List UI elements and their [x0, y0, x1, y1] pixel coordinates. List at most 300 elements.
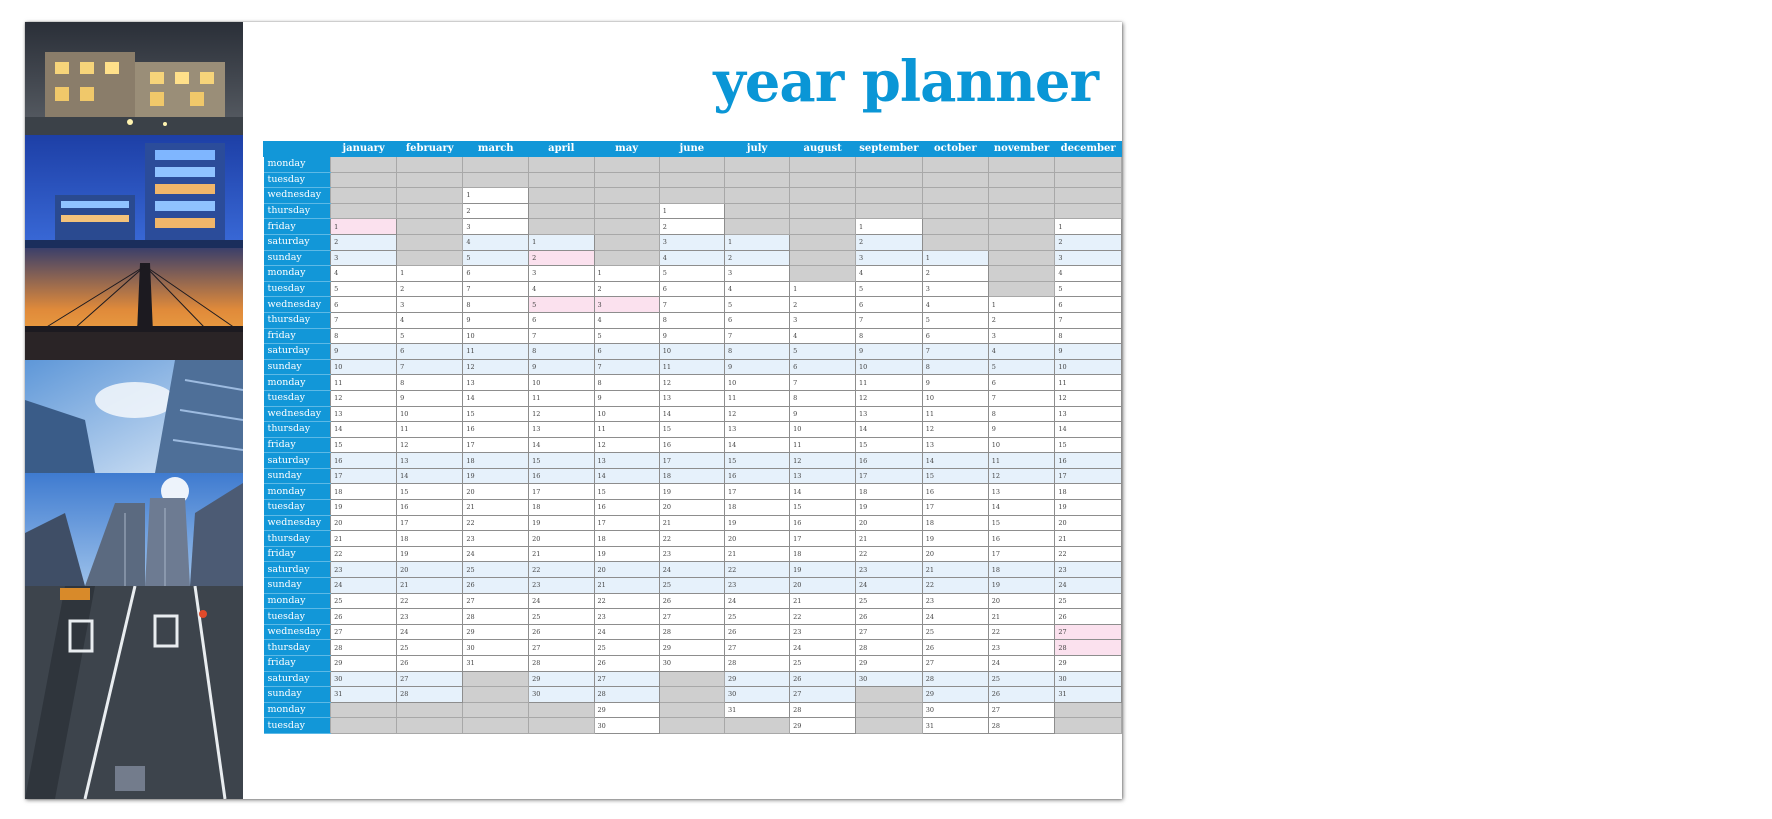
day-cell[interactable]: 6: [397, 344, 463, 360]
day-cell[interactable]: 13: [790, 468, 856, 484]
day-cell[interactable]: 6: [725, 312, 790, 328]
day-cell[interactable]: 31: [463, 656, 529, 672]
day-cell[interactable]: 11: [1055, 375, 1122, 391]
day-cell[interactable]: 27: [856, 624, 923, 640]
day-cell[interactable]: 17: [529, 484, 594, 500]
day-cell[interactable]: 30: [659, 656, 724, 672]
day-cell[interactable]: 12: [922, 422, 988, 438]
day-cell[interactable]: 9: [594, 390, 659, 406]
day-cell[interactable]: 24: [856, 578, 923, 594]
day-cell[interactable]: 8: [988, 406, 1055, 422]
day-cell[interactable]: 13: [397, 453, 463, 469]
day-cell[interactable]: 1: [790, 281, 856, 297]
day-cell[interactable]: 21: [1055, 531, 1122, 547]
day-cell[interactable]: 29: [725, 671, 790, 687]
day-cell[interactable]: 20: [331, 515, 397, 531]
day-cell[interactable]: 19: [331, 500, 397, 516]
day-cell[interactable]: 7: [397, 359, 463, 375]
day-cell[interactable]: 31: [1055, 687, 1122, 703]
day-cell[interactable]: 21: [988, 609, 1055, 625]
day-cell[interactable]: 27: [397, 671, 463, 687]
day-cell[interactable]: 15: [922, 468, 988, 484]
day-cell[interactable]: 13: [529, 422, 594, 438]
day-cell[interactable]: 15: [397, 484, 463, 500]
day-cell[interactable]: 18: [922, 515, 988, 531]
day-cell[interactable]: 17: [790, 531, 856, 547]
day-cell[interactable]: 2: [397, 281, 463, 297]
day-cell[interactable]: 10: [725, 375, 790, 391]
day-cell[interactable]: 11: [725, 390, 790, 406]
day-cell[interactable]: 30: [331, 671, 397, 687]
day-cell[interactable]: 31: [725, 702, 790, 718]
day-cell[interactable]: 23: [659, 546, 724, 562]
day-cell[interactable]: 23: [725, 578, 790, 594]
day-cell[interactable]: 15: [856, 437, 923, 453]
day-cell[interactable]: 19: [790, 562, 856, 578]
day-cell[interactable]: 12: [988, 468, 1055, 484]
day-cell[interactable]: 16: [1055, 453, 1122, 469]
day-cell[interactable]: 28: [922, 671, 988, 687]
day-cell[interactable]: 10: [529, 375, 594, 391]
day-cell[interactable]: 11: [988, 453, 1055, 469]
day-cell[interactable]: 26: [988, 687, 1055, 703]
day-cell[interactable]: 5: [397, 328, 463, 344]
day-cell[interactable]: 19: [463, 468, 529, 484]
day-cell[interactable]: 15: [659, 422, 724, 438]
day-cell[interactable]: 8: [922, 359, 988, 375]
day-cell[interactable]: 10: [331, 359, 397, 375]
day-cell[interactable]: 20: [529, 531, 594, 547]
day-cell[interactable]: 12: [594, 437, 659, 453]
day-cell[interactable]: 2: [331, 234, 397, 250]
day-cell[interactable]: 15: [790, 500, 856, 516]
day-cell[interactable]: 7: [988, 390, 1055, 406]
day-cell[interactable]: 1: [463, 188, 529, 204]
day-cell[interactable]: 28: [725, 656, 790, 672]
day-cell[interactable]: 29: [1055, 656, 1122, 672]
day-cell[interactable]: 6: [1055, 297, 1122, 313]
day-cell[interactable]: 28: [331, 640, 397, 656]
day-cell[interactable]: 18: [856, 484, 923, 500]
day-cell[interactable]: 13: [463, 375, 529, 391]
day-cell[interactable]: 30: [594, 718, 659, 734]
day-cell[interactable]: 19: [529, 515, 594, 531]
day-cell[interactable]: 23: [922, 593, 988, 609]
day-cell[interactable]: 27: [463, 593, 529, 609]
day-cell[interactable]: 19: [659, 484, 724, 500]
day-cell[interactable]: 9: [725, 359, 790, 375]
day-cell[interactable]: 10: [922, 390, 988, 406]
day-cell[interactable]: 15: [529, 453, 594, 469]
day-cell[interactable]: 11: [331, 375, 397, 391]
day-cell[interactable]: 17: [659, 453, 724, 469]
day-cell[interactable]: 22: [659, 531, 724, 547]
day-cell[interactable]: 18: [397, 531, 463, 547]
day-cell[interactable]: 8: [659, 312, 724, 328]
day-cell[interactable]: 13: [988, 484, 1055, 500]
day-cell[interactable]: 29: [659, 640, 724, 656]
day-cell[interactable]: 29: [463, 624, 529, 640]
day-cell[interactable]: 18: [594, 531, 659, 547]
day-cell[interactable]: 13: [659, 390, 724, 406]
day-cell[interactable]: 27: [1055, 624, 1122, 640]
day-cell[interactable]: 5: [659, 266, 724, 282]
day-cell[interactable]: 17: [463, 437, 529, 453]
day-cell[interactable]: 28: [594, 687, 659, 703]
day-cell[interactable]: 3: [790, 312, 856, 328]
day-cell[interactable]: 5: [463, 250, 529, 266]
day-cell[interactable]: 20: [463, 484, 529, 500]
day-cell[interactable]: 20: [790, 578, 856, 594]
day-cell[interactable]: 4: [397, 312, 463, 328]
day-cell[interactable]: 5: [725, 297, 790, 313]
day-cell[interactable]: 12: [529, 406, 594, 422]
day-cell[interactable]: 2: [463, 203, 529, 219]
day-cell[interactable]: 14: [790, 484, 856, 500]
day-cell[interactable]: 11: [463, 344, 529, 360]
day-cell[interactable]: 30: [725, 687, 790, 703]
day-cell[interactable]: 7: [463, 281, 529, 297]
day-cell[interactable]: 8: [594, 375, 659, 391]
day-cell[interactable]: 27: [529, 640, 594, 656]
day-cell[interactable]: 4: [725, 281, 790, 297]
day-cell[interactable]: 8: [725, 344, 790, 360]
day-cell[interactable]: 22: [988, 624, 1055, 640]
day-cell[interactable]: 18: [790, 546, 856, 562]
day-cell[interactable]: 31: [922, 718, 988, 734]
day-cell[interactable]: 21: [725, 546, 790, 562]
day-cell[interactable]: 1: [1055, 219, 1122, 235]
day-cell[interactable]: 27: [659, 609, 724, 625]
day-cell[interactable]: 13: [594, 453, 659, 469]
day-cell[interactable]: 25: [790, 656, 856, 672]
day-cell[interactable]: 16: [331, 453, 397, 469]
day-cell[interactable]: 8: [1055, 328, 1122, 344]
day-cell[interactable]: 4: [529, 281, 594, 297]
day-cell[interactable]: 20: [594, 562, 659, 578]
day-cell[interactable]: 2: [856, 234, 923, 250]
day-cell[interactable]: 24: [790, 640, 856, 656]
day-cell[interactable]: 4: [790, 328, 856, 344]
day-cell[interactable]: 9: [922, 375, 988, 391]
day-cell[interactable]: 15: [725, 453, 790, 469]
day-cell[interactable]: 5: [856, 281, 923, 297]
day-cell[interactable]: 8: [790, 390, 856, 406]
day-cell[interactable]: 25: [659, 578, 724, 594]
day-cell[interactable]: 3: [331, 250, 397, 266]
day-cell[interactable]: 11: [397, 422, 463, 438]
day-cell[interactable]: 11: [790, 437, 856, 453]
day-cell[interactable]: 23: [988, 640, 1055, 656]
day-cell[interactable]: 18: [725, 500, 790, 516]
day-cell[interactable]: 24: [331, 578, 397, 594]
day-cell[interactable]: 5: [790, 344, 856, 360]
day-cell[interactable]: 16: [594, 500, 659, 516]
day-cell[interactable]: 25: [856, 593, 923, 609]
day-cell[interactable]: 14: [988, 500, 1055, 516]
day-cell[interactable]: 2: [659, 219, 724, 235]
day-cell[interactable]: 24: [922, 609, 988, 625]
day-cell[interactable]: 9: [1055, 344, 1122, 360]
day-cell[interactable]: 6: [594, 344, 659, 360]
day-cell[interactable]: 18: [1055, 484, 1122, 500]
day-cell[interactable]: 25: [397, 640, 463, 656]
day-cell[interactable]: 2: [922, 266, 988, 282]
day-cell[interactable]: 5: [331, 281, 397, 297]
day-cell[interactable]: 3: [922, 281, 988, 297]
day-cell[interactable]: 20: [725, 531, 790, 547]
day-cell[interactable]: 27: [790, 687, 856, 703]
day-cell[interactable]: 28: [659, 624, 724, 640]
day-cell[interactable]: 16: [659, 437, 724, 453]
day-cell[interactable]: 16: [725, 468, 790, 484]
day-cell[interactable]: 10: [988, 437, 1055, 453]
day-cell[interactable]: 9: [331, 344, 397, 360]
day-cell[interactable]: 1: [659, 203, 724, 219]
day-cell[interactable]: 29: [856, 656, 923, 672]
day-cell[interactable]: 28: [988, 718, 1055, 734]
day-cell[interactable]: 28: [790, 702, 856, 718]
day-cell[interactable]: 19: [1055, 500, 1122, 516]
day-cell[interactable]: 1: [988, 297, 1055, 313]
day-cell[interactable]: 4: [463, 234, 529, 250]
day-cell[interactable]: 28: [463, 609, 529, 625]
day-cell[interactable]: 17: [988, 546, 1055, 562]
day-cell[interactable]: 6: [988, 375, 1055, 391]
day-cell[interactable]: 17: [725, 484, 790, 500]
day-cell[interactable]: 24: [397, 624, 463, 640]
day-cell[interactable]: 1: [397, 266, 463, 282]
day-cell[interactable]: 11: [594, 422, 659, 438]
day-cell[interactable]: 9: [529, 359, 594, 375]
day-cell[interactable]: 24: [659, 562, 724, 578]
day-cell[interactable]: 23: [856, 562, 923, 578]
day-cell[interactable]: 2: [790, 297, 856, 313]
day-cell[interactable]: 15: [988, 515, 1055, 531]
day-cell[interactable]: 12: [331, 390, 397, 406]
day-cell[interactable]: 23: [331, 562, 397, 578]
day-cell[interactable]: 3: [659, 234, 724, 250]
day-cell[interactable]: 14: [659, 406, 724, 422]
day-cell[interactable]: 29: [790, 718, 856, 734]
day-cell[interactable]: 12: [1055, 390, 1122, 406]
day-cell[interactable]: 26: [463, 578, 529, 594]
day-cell[interactable]: 22: [397, 593, 463, 609]
day-cell[interactable]: 26: [594, 656, 659, 672]
day-cell[interactable]: 22: [725, 562, 790, 578]
day-cell[interactable]: 6: [856, 297, 923, 313]
day-cell[interactable]: 11: [659, 359, 724, 375]
day-cell[interactable]: 28: [397, 687, 463, 703]
day-cell[interactable]: 21: [331, 531, 397, 547]
day-cell[interactable]: 27: [331, 624, 397, 640]
day-cell[interactable]: 3: [1055, 250, 1122, 266]
day-cell[interactable]: 30: [922, 702, 988, 718]
day-cell[interactable]: 29: [922, 687, 988, 703]
day-cell[interactable]: 3: [988, 328, 1055, 344]
day-cell[interactable]: 6: [463, 266, 529, 282]
day-cell[interactable]: 16: [856, 453, 923, 469]
day-cell[interactable]: 22: [856, 546, 923, 562]
day-cell[interactable]: 10: [1055, 359, 1122, 375]
day-cell[interactable]: 7: [725, 328, 790, 344]
day-cell[interactable]: 26: [725, 624, 790, 640]
day-cell[interactable]: 28: [529, 656, 594, 672]
day-cell[interactable]: 13: [725, 422, 790, 438]
day-cell[interactable]: 12: [856, 390, 923, 406]
day-cell[interactable]: 25: [922, 624, 988, 640]
day-cell[interactable]: 5: [1055, 281, 1122, 297]
day-cell[interactable]: 14: [529, 437, 594, 453]
day-cell[interactable]: 19: [922, 531, 988, 547]
day-cell[interactable]: 8: [856, 328, 923, 344]
day-cell[interactable]: 14: [725, 437, 790, 453]
day-cell[interactable]: 19: [856, 500, 923, 516]
day-cell[interactable]: 3: [725, 266, 790, 282]
day-cell[interactable]: 14: [856, 422, 923, 438]
day-cell[interactable]: 27: [988, 702, 1055, 718]
day-cell[interactable]: 6: [790, 359, 856, 375]
day-cell[interactable]: 3: [397, 297, 463, 313]
day-cell[interactable]: 5: [529, 297, 594, 313]
day-cell[interactable]: 11: [856, 375, 923, 391]
day-cell[interactable]: 14: [594, 468, 659, 484]
day-cell[interactable]: 26: [659, 593, 724, 609]
day-cell[interactable]: 22: [463, 515, 529, 531]
day-cell[interactable]: 3: [594, 297, 659, 313]
day-cell[interactable]: 26: [529, 624, 594, 640]
day-cell[interactable]: 4: [594, 312, 659, 328]
day-cell[interactable]: 22: [594, 593, 659, 609]
day-cell[interactable]: 4: [659, 250, 724, 266]
day-cell[interactable]: 24: [594, 624, 659, 640]
day-cell[interactable]: 7: [922, 344, 988, 360]
day-cell[interactable]: 25: [529, 609, 594, 625]
day-cell[interactable]: 9: [397, 390, 463, 406]
day-cell[interactable]: 25: [594, 640, 659, 656]
day-cell[interactable]: 12: [659, 375, 724, 391]
day-cell[interactable]: 4: [1055, 266, 1122, 282]
day-cell[interactable]: 26: [397, 656, 463, 672]
day-cell[interactable]: 10: [594, 406, 659, 422]
day-cell[interactable]: 8: [529, 344, 594, 360]
day-cell[interactable]: 25: [1055, 593, 1122, 609]
day-cell[interactable]: 9: [856, 344, 923, 360]
day-cell[interactable]: 2: [529, 250, 594, 266]
day-cell[interactable]: 21: [529, 546, 594, 562]
day-cell[interactable]: 23: [397, 609, 463, 625]
day-cell[interactable]: 15: [1055, 437, 1122, 453]
day-cell[interactable]: 17: [331, 468, 397, 484]
day-cell[interactable]: 11: [529, 390, 594, 406]
day-cell[interactable]: 10: [463, 328, 529, 344]
day-cell[interactable]: 25: [988, 671, 1055, 687]
day-cell[interactable]: 1: [922, 250, 988, 266]
day-cell[interactable]: 2: [725, 250, 790, 266]
day-cell[interactable]: 4: [331, 266, 397, 282]
day-cell[interactable]: 17: [922, 500, 988, 516]
day-cell[interactable]: 21: [790, 593, 856, 609]
day-cell[interactable]: 7: [659, 297, 724, 313]
day-cell[interactable]: 23: [463, 531, 529, 547]
day-cell[interactable]: 16: [397, 500, 463, 516]
day-cell[interactable]: 4: [988, 344, 1055, 360]
day-cell[interactable]: 20: [397, 562, 463, 578]
day-cell[interactable]: 14: [463, 390, 529, 406]
day-cell[interactable]: 15: [463, 406, 529, 422]
day-cell[interactable]: 15: [331, 437, 397, 453]
day-cell[interactable]: 22: [331, 546, 397, 562]
day-cell[interactable]: 13: [1055, 406, 1122, 422]
day-cell[interactable]: 10: [397, 406, 463, 422]
day-cell[interactable]: 29: [331, 656, 397, 672]
day-cell[interactable]: 7: [594, 359, 659, 375]
day-cell[interactable]: 7: [856, 312, 923, 328]
day-cell[interactable]: 3: [856, 250, 923, 266]
day-cell[interactable]: 17: [594, 515, 659, 531]
day-cell[interactable]: 4: [856, 266, 923, 282]
day-cell[interactable]: 6: [922, 328, 988, 344]
day-cell[interactable]: 12: [463, 359, 529, 375]
day-cell[interactable]: 14: [331, 422, 397, 438]
day-cell[interactable]: 19: [594, 546, 659, 562]
day-cell[interactable]: 26: [922, 640, 988, 656]
day-cell[interactable]: 1: [331, 219, 397, 235]
day-cell[interactable]: 26: [790, 671, 856, 687]
day-cell[interactable]: 5: [922, 312, 988, 328]
day-cell[interactable]: 2: [594, 281, 659, 297]
day-cell[interactable]: 21: [922, 562, 988, 578]
day-cell[interactable]: 9: [659, 328, 724, 344]
day-cell[interactable]: 13: [856, 406, 923, 422]
day-cell[interactable]: 23: [529, 578, 594, 594]
day-cell[interactable]: 7: [790, 375, 856, 391]
day-cell[interactable]: 10: [856, 359, 923, 375]
day-cell[interactable]: 22: [790, 609, 856, 625]
day-cell[interactable]: 21: [594, 578, 659, 594]
day-cell[interactable]: 16: [922, 484, 988, 500]
day-cell[interactable]: 5: [988, 359, 1055, 375]
day-cell[interactable]: 13: [331, 406, 397, 422]
day-cell[interactable]: 16: [790, 515, 856, 531]
day-cell[interactable]: 23: [790, 624, 856, 640]
day-cell[interactable]: 27: [725, 640, 790, 656]
day-cell[interactable]: 12: [790, 453, 856, 469]
day-cell[interactable]: 29: [529, 671, 594, 687]
day-cell[interactable]: 14: [397, 468, 463, 484]
day-cell[interactable]: 9: [988, 422, 1055, 438]
day-cell[interactable]: 21: [397, 578, 463, 594]
day-cell[interactable]: 31: [331, 687, 397, 703]
day-cell[interactable]: 14: [922, 453, 988, 469]
day-cell[interactable]: 1: [594, 266, 659, 282]
day-cell[interactable]: 11: [922, 406, 988, 422]
day-cell[interactable]: 16: [988, 531, 1055, 547]
day-cell[interactable]: 18: [463, 453, 529, 469]
day-cell[interactable]: 22: [1055, 546, 1122, 562]
day-cell[interactable]: 27: [922, 656, 988, 672]
day-cell[interactable]: 21: [856, 531, 923, 547]
day-cell[interactable]: 21: [463, 500, 529, 516]
day-cell[interactable]: 28: [1055, 640, 1122, 656]
day-cell[interactable]: 30: [463, 640, 529, 656]
day-cell[interactable]: 16: [529, 468, 594, 484]
day-cell[interactable]: 19: [725, 515, 790, 531]
day-cell[interactable]: 25: [331, 593, 397, 609]
day-cell[interactable]: 17: [856, 468, 923, 484]
day-cell[interactable]: 6: [659, 281, 724, 297]
day-cell[interactable]: 8: [331, 328, 397, 344]
